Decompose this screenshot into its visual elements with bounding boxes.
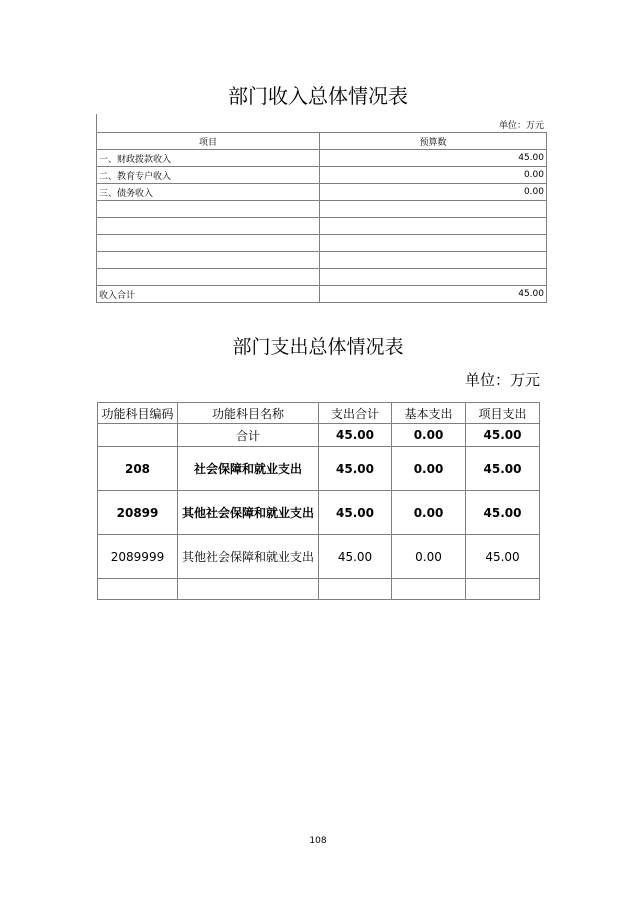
cell-basic: 0.00 xyxy=(392,447,466,491)
table-header-row xyxy=(98,403,540,424)
table-row xyxy=(98,491,540,535)
header-basic: 基本支出 xyxy=(392,403,466,424)
row-item xyxy=(97,218,320,235)
row-item: 一、财政拨款收入 xyxy=(97,150,320,167)
cell-name: 其他社会保障和就业支出 xyxy=(178,491,319,535)
cell-code: 2089999 xyxy=(98,535,178,579)
row-item xyxy=(97,252,320,269)
table-row xyxy=(97,252,547,269)
page-number: 108 xyxy=(309,836,327,846)
row-item: 三、债务收入 xyxy=(97,184,320,201)
cell-name: 合计 xyxy=(178,424,319,447)
header-total: 支出合计 xyxy=(319,403,392,424)
cell-basic: 0.00 xyxy=(392,424,466,447)
row-value xyxy=(320,252,547,269)
table-row xyxy=(97,235,547,252)
table-row xyxy=(97,167,547,184)
expense-unit-label: 单位：万元 xyxy=(464,371,540,389)
cell-empty xyxy=(466,579,540,600)
cell-empty xyxy=(178,579,319,600)
income-table-title: 部门收入总体情况表 xyxy=(228,84,408,108)
row-value xyxy=(320,218,547,235)
header-code: 功能科目编码 xyxy=(98,403,178,424)
row-item xyxy=(97,235,320,252)
cell-code: 208 xyxy=(98,447,178,491)
total-value: 45.00 xyxy=(320,286,547,303)
cell-total: 45.00 xyxy=(319,535,392,579)
cell-basic: 0.00 xyxy=(392,491,466,535)
cell-total: 45.00 xyxy=(319,447,392,491)
row-value xyxy=(320,269,547,286)
cell-total: 45.00 xyxy=(319,491,392,535)
table-row xyxy=(97,150,547,167)
cell-project: 45.00 xyxy=(466,491,540,535)
cell-code: 20899 xyxy=(98,491,178,535)
total-label: 收入合计 xyxy=(97,286,320,303)
cell-code xyxy=(98,424,178,447)
table-row xyxy=(97,269,547,286)
table-row-empty xyxy=(98,579,540,600)
table-header-row xyxy=(97,133,547,150)
expense-table-title: 部门支出总体情况表 xyxy=(232,336,404,358)
income-table xyxy=(96,132,547,303)
row-value: 0.00 xyxy=(320,184,547,201)
income-total-row xyxy=(97,286,547,303)
cell-total: 45.00 xyxy=(319,424,392,447)
expense-table xyxy=(97,402,540,600)
header-item: 项目 xyxy=(97,133,320,150)
row-item: 二、教育专户收入 xyxy=(97,167,320,184)
cell-empty xyxy=(98,579,178,600)
table-row xyxy=(98,535,540,579)
header-project: 项目支出 xyxy=(466,403,540,424)
table-row xyxy=(97,184,547,201)
row-item xyxy=(97,201,320,218)
cell-name: 社会保障和就业支出 xyxy=(178,447,319,491)
header-budget: 预算数 xyxy=(320,133,547,150)
expense-total-row xyxy=(98,424,540,447)
table-row xyxy=(97,201,547,218)
cell-basic: 0.00 xyxy=(392,535,466,579)
cell-name: 其他社会保障和就业支出 xyxy=(178,535,319,579)
row-value xyxy=(320,201,547,218)
table-edge xyxy=(96,114,97,132)
cell-empty xyxy=(392,579,466,600)
header-name: 功能科目名称 xyxy=(178,403,319,424)
cell-project: 45.00 xyxy=(466,424,540,447)
row-value: 45.00 xyxy=(320,150,547,167)
row-value xyxy=(320,235,547,252)
table-row xyxy=(97,218,547,235)
row-item xyxy=(97,269,320,286)
cell-project: 45.00 xyxy=(466,447,540,491)
cell-project: 45.00 xyxy=(466,535,540,579)
table-row xyxy=(98,447,540,491)
row-value: 0.00 xyxy=(320,167,547,184)
income-unit-label: 单位：万元 xyxy=(498,121,544,131)
cell-empty xyxy=(319,579,392,600)
